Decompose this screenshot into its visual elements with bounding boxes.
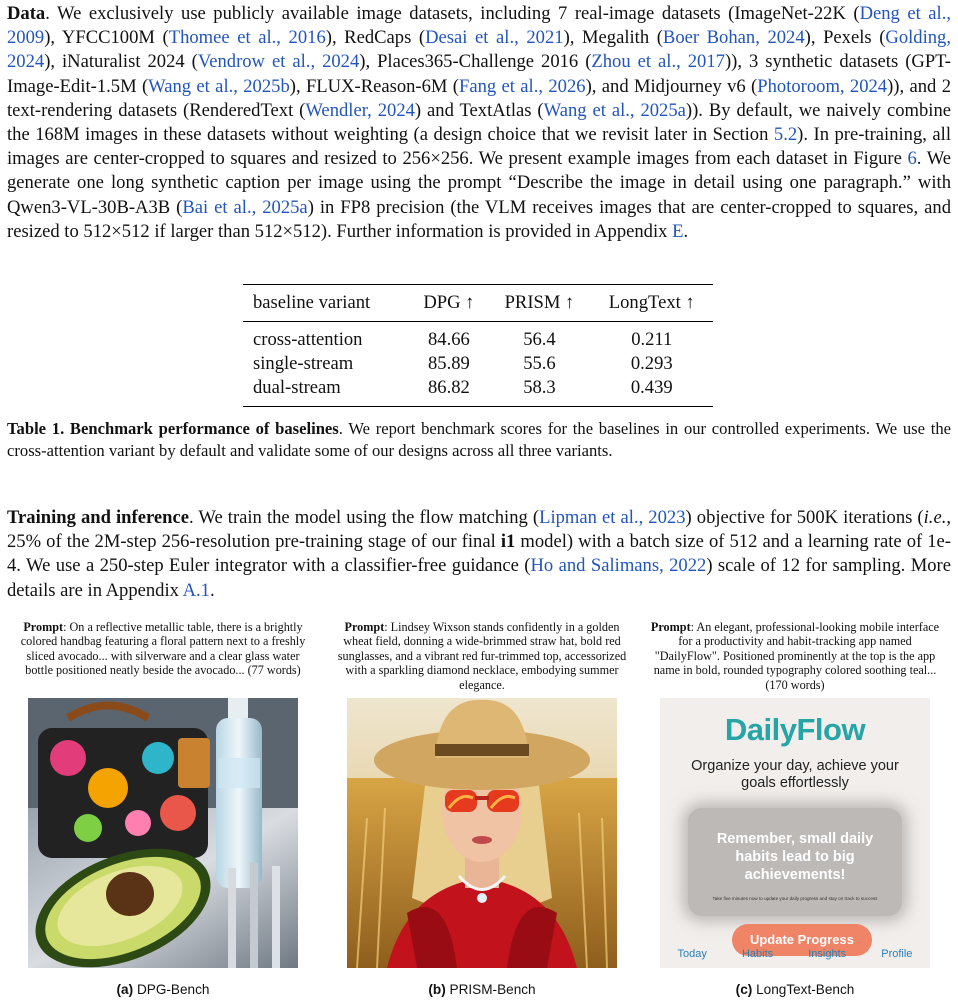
prompt-text: Prompt: An elegant, professional-looking mobile interface for a productivity and habit-tracking app named "DailyFlow". Positioned prominently at the top is the app name in bold, rounded typography colored soothing teal... (170 words): [650, 620, 940, 692]
citation[interactable]: Wang et al., 2025a: [543, 99, 686, 121]
citation[interactable]: Photoroom, 2024: [757, 75, 888, 97]
section-ref[interactable]: 5.2: [773, 124, 798, 146]
benchmark-table: [243, 284, 713, 407]
subfigure-caption-longtext: (c) LongText-Bench: [735, 982, 855, 997]
table-cell: dual-stream: [243, 376, 409, 407]
citation[interactable]: Wendler, 2024: [305, 99, 415, 121]
appendix-ref[interactable]: E: [672, 220, 684, 242]
table-caption: Table 1. Benchmark performance of baselines. We report benchmark scores for the baselines in our controlled experiments. We use the cross-attention variant by default and validate some of our designs across all three variants.: [7, 419, 951, 460]
citation[interactable]: Thomee et al., 2016: [168, 27, 326, 49]
update-progress-button: Update Progress: [732, 924, 872, 956]
app-nav-today: Today: [677, 948, 707, 960]
table-header: baseline variant: [243, 285, 409, 322]
caption-lead: Table 1. Benchmark performance of baselines: [7, 419, 339, 438]
table-cell: 58.3: [488, 376, 590, 407]
figure-ref[interactable]: 6: [907, 148, 917, 170]
table-header: LongText ↑: [591, 285, 713, 322]
subfigure-caption-prism: (b) PRISM-Bench: [428, 982, 536, 997]
subfigure-caption-dpg: (a) DPG-Bench: [116, 982, 210, 997]
training-paragraph: Training and inference. We train the model using the flow matching (Lipman et al., 2023) objective for 500K iterations (i.e., 25% of the 2M-step 256-resolution pre-training stage of our final i1 model) with a batch size of 512 and a learning rate of 1e-4. We use a 250-step Euler integrator with a classifier-free guidance (Ho and Salimans, 2022) scale of 12 for sampling. More details are in Appendix A.1.: [7, 507, 952, 601]
dpg-image: [28, 698, 298, 968]
para-lead-training: Training and inference: [7, 507, 189, 528]
table-cell: 55.6: [523, 353, 556, 374]
citation[interactable]: Wang et al., 2025b: [148, 75, 290, 97]
citation[interactable]: Ho and Salimans, 2022: [530, 555, 707, 577]
app-quote-card: [688, 808, 902, 916]
figure-panel-prism: [333, 620, 631, 968]
app-small-text: Take five minutes now to update your daily progress and stay on track to success: [712, 896, 878, 901]
app-nav-bar: [660, 948, 930, 966]
table-header-row: [243, 285, 713, 322]
citation[interactable]: Golding, 2024: [7, 27, 952, 73]
table-cell: 86.82: [409, 376, 488, 407]
app-nav-profile: Profile: [881, 948, 913, 960]
longtext-image: [660, 698, 930, 968]
table-cell: 0.211: [631, 329, 673, 350]
data-paragraph: Data. We exclusively use publicly available image datasets, including 7 real-image datasets (ImageNet-22K (Deng et al., 2009), YFCC100M (Thomee et al., 2016), RedCaps (Desai et al., 2021), Megalith (Boer Bohan, 2024), Pexels (Golding, 2024), iNaturalist 2024 (Vendrow et al., 2024), Places365-Challenge 2016 (Zhou et al., 2017)), 3 synthetic datasets (GPT-Image-Edit-1.5M (Wang et al., 2025b), FLUX-Reason-6M (Fang et al., 2026), and Midjourney v6 (Photoroom, 2024)), and 2 text-rendering datasets (RenderedText (Wendler, 2024) and TextAtlas (Wang et al., 2025a)). By default, we naively combine the 168M images in these datasets without weighting (a design choice that we revisit later in Section 5.2). In pre-training, all images are center-cropped to squares and resized to 256×256. We present example images from each dataset in Figure 6. We generate one long synthetic caption per image using the prompt “Describe the image in detail using one paragraph.” with Qwen3-VL-30B-A3B (Bai et al., 2025a) in FP8 precision (the VLM receives images that are center-cropped to squares, and resized to 512×512 if larger than 512×512). Further information is provided in Appendix E.: [7, 3, 952, 242]
table-row: [243, 352, 713, 376]
table-cell: 0.293: [630, 353, 673, 374]
citation[interactable]: Fang et al., 2026: [459, 75, 586, 97]
app-nav-insights: Insights: [808, 948, 847, 960]
table-cell: 0.439: [591, 376, 713, 407]
model-name: i1: [500, 531, 516, 553]
table-header: PRISM ↑: [488, 285, 590, 322]
app-title: DailyFlow: [724, 712, 866, 747]
table-cell: 56.4: [523, 329, 556, 350]
app-mockup: [660, 698, 930, 968]
table-row: [243, 322, 713, 353]
app-nav-habits: Habits: [741, 948, 774, 960]
prompt-text: Prompt: Lindsey Wixson stands confidently in a golden wheat field, donning a wide-brimmed straw hat, bold red sunglasses, and a vibrant red fur-trimmed top, accessorized with a sparkling diamond necklace, embodying summer elegance.: [337, 620, 627, 692]
table-cell: 84.66: [427, 329, 470, 350]
figure-panel-longtext: [646, 620, 944, 968]
citation[interactable]: Bai et al., 2025a: [182, 196, 308, 218]
table-row: [243, 376, 713, 407]
citation[interactable]: Lipman et al., 2023: [539, 507, 686, 528]
prompt-text: Prompt: On a reflective metallic table, there is a brightly colored handbag featuring a floral pattern next to a freshly sliced avocado... with silverware and a clear glass water bottle positioned neatly beside the avocado... (77 words): [20, 620, 306, 678]
figure-panel-dpg: [14, 620, 312, 968]
table-cell: 85.89: [427, 353, 470, 374]
table-header: DPG ↑: [409, 285, 488, 322]
table-cell: cross-attention: [253, 329, 363, 350]
app-tagline: Organize your day, achieve your goals effortlessly: [691, 758, 899, 791]
table-cell: single-stream: [253, 353, 354, 374]
citation[interactable]: Vendrow et al., 2024: [197, 51, 360, 73]
app-quote-text: Remember, small daily habits lead to big achievements!: [716, 831, 874, 883]
citation[interactable]: Deng et al., 2009: [7, 3, 951, 49]
citation[interactable]: Zhou et al., 2017: [591, 51, 725, 73]
para-lead-data: Data: [7, 3, 46, 24]
citation[interactable]: Boer Bohan, 2024: [662, 27, 805, 49]
citation[interactable]: Desai et al., 2021: [425, 27, 564, 49]
appendix-ref[interactable]: A.1: [182, 579, 210, 601]
prism-image: [347, 698, 617, 968]
